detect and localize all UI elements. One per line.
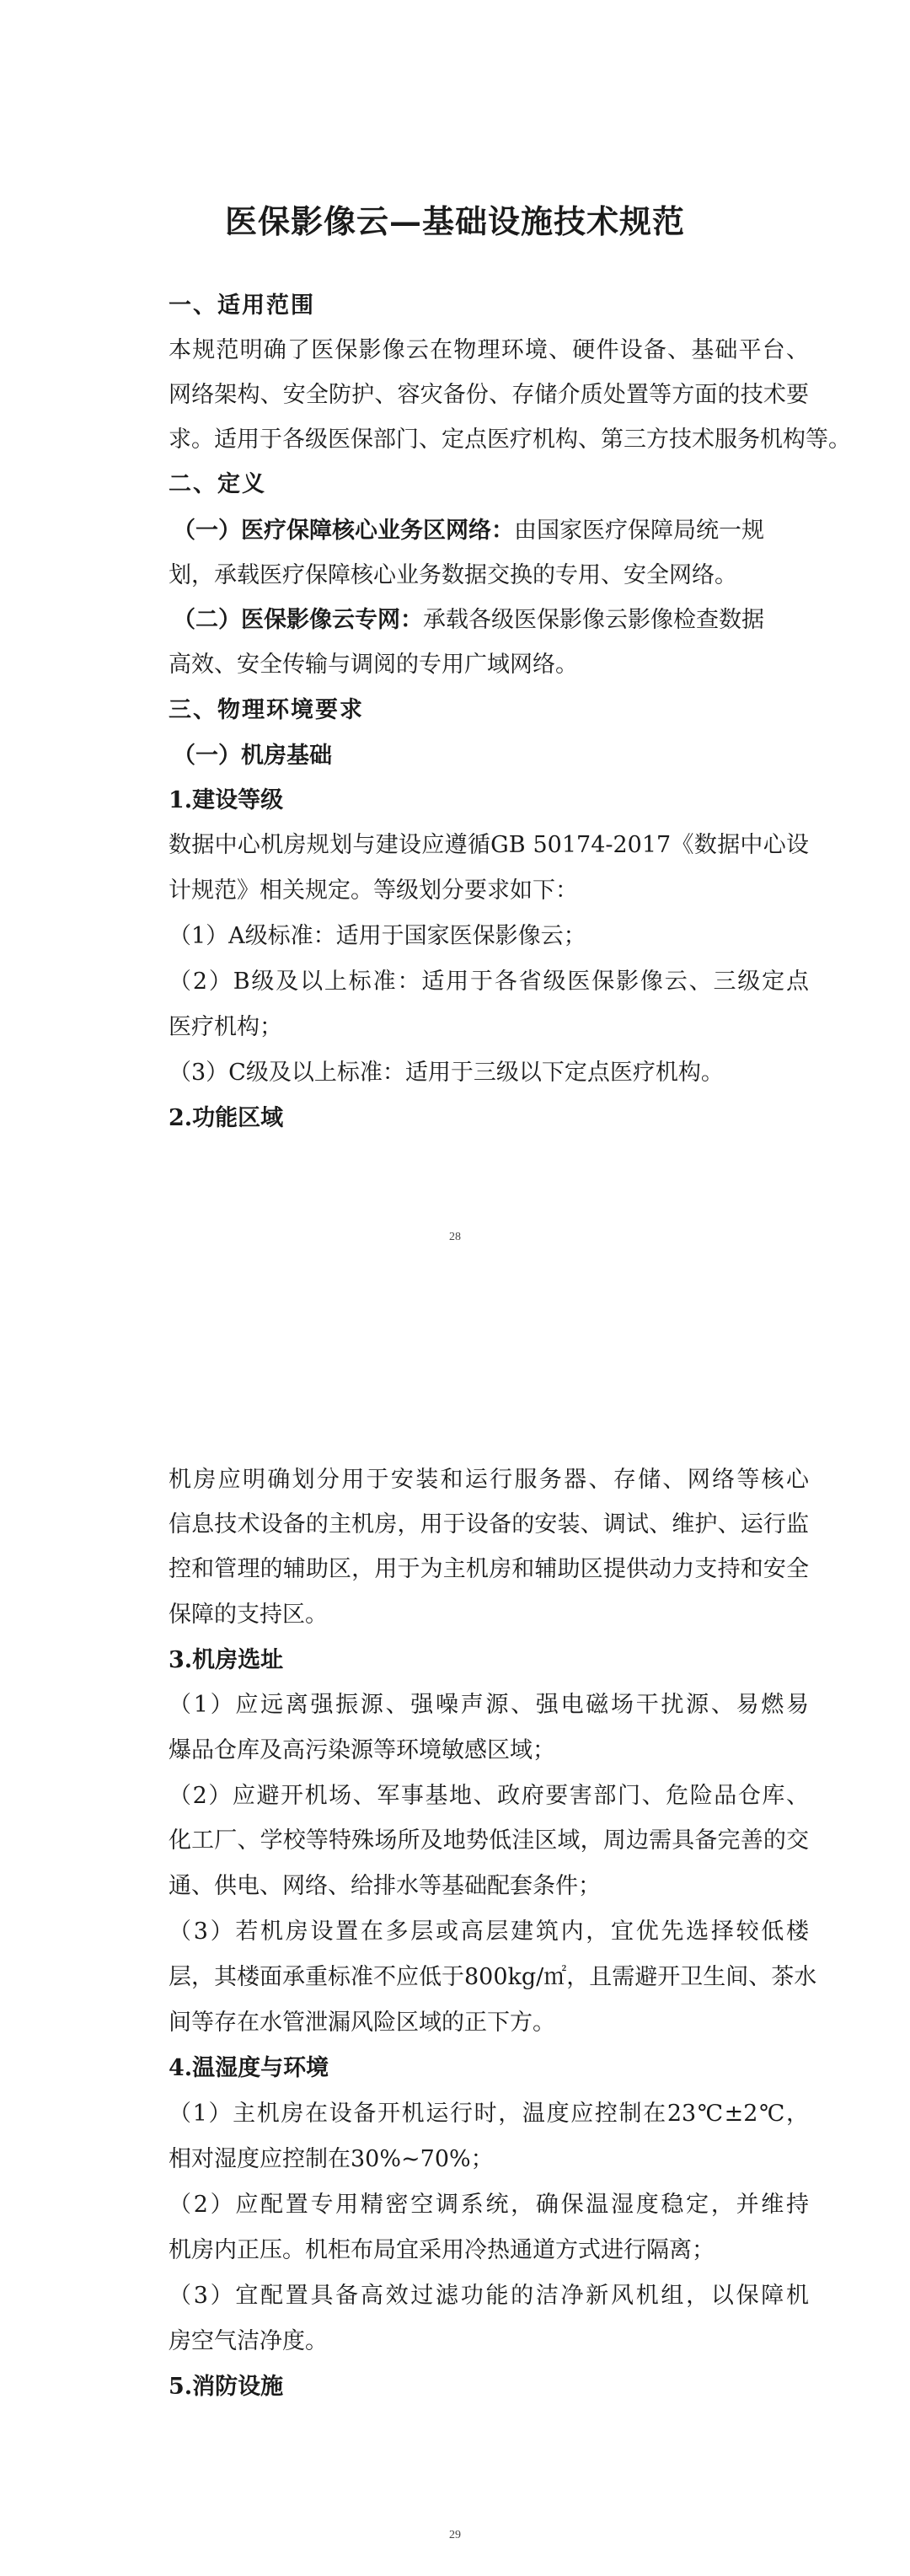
section-heading-physical: 三、物理环境要求 <box>169 697 364 723</box>
list-item: （2）应配置专用精密空调系统，确保温湿度稳定，并维持 <box>169 2192 809 2218</box>
paragraph-line: 层，其楼面承重标准不应低于800kg/㎡，且需避开卫生间、茶水 <box>169 1964 817 1990</box>
paragraph-line: 计规范》相关规定。等级划分要求如下： <box>169 877 578 904</box>
document-page-29 <box>0 1288 910 2576</box>
item-heading: 4.温湿度与环境 <box>169 2055 329 2081</box>
definition-term: （二）医保影像云专网： <box>173 607 423 633</box>
page-number: 29 <box>449 2529 461 2541</box>
document-title: 医保影像云—基础设施技术规范 <box>224 202 685 240</box>
paragraph-line: 控和管理的辅助区，用于为主机房和辅助区提供动力支持和安全 <box>169 1556 809 1582</box>
list-item: （3）C级及以上标准：适用于三级以下定点医疗机构。 <box>169 1060 724 1086</box>
subsection-heading: （一）机房基础 <box>173 743 332 769</box>
paragraph-line: 医疗机构； <box>169 1014 282 1040</box>
paragraph-line: 机房内正压。机柜布局宜采用冷热通道方式进行隔离； <box>169 2237 715 2263</box>
paragraph-line: 相对湿度应控制在30%~70%； <box>169 2146 494 2172</box>
paragraph-line: 信息技术设备的主机房，用于设备的安装、调试、维护、运行监 <box>169 1511 809 1538</box>
list-item: （1）A级标准：适用于国家医保影像云； <box>169 923 586 949</box>
definition-line <box>173 605 813 636</box>
paragraph-line: 网络架构、安全防护、容灾备份、存储介质处置等方面的技术要 <box>169 382 809 408</box>
paragraph-line: 机房应明确划分用于安装和运行服务器、存储、网络等核心 <box>169 1467 809 1493</box>
paragraph-line: 化工厂、学校等特殊场所及地势低洼区域，周边需具备完善的交 <box>169 1827 809 1854</box>
page-number: 28 <box>449 1231 461 1243</box>
paragraph-line: 通、供电、网络、给排水等基础配套条件； <box>169 1873 601 1899</box>
list-item: （3）宜配置具备高效过滤功能的洁净新风机组，以保障机 <box>169 2283 809 2309</box>
list-item: （1）主机房在设备开机运行时，温度应控制在23℃±2℃， <box>169 2101 809 2127</box>
paragraph-line: 保障的支持区。 <box>169 1602 328 1628</box>
list-item: （1）应远离强振源、强噪声源、强电磁场干扰源、易燃易 <box>169 1692 809 1718</box>
item-heading: 1.建设等级 <box>169 787 284 813</box>
definition-text: 由国家医疗保障局统一规 <box>514 518 764 544</box>
paragraph-line: 划，承载医疗保障核心业务数据交换的专用、安全网络。 <box>169 562 737 588</box>
paragraph-line: 求。适用于各级医保部门、定点医疗机构、第三方技术服务机构等。 <box>169 427 851 453</box>
paragraph-line: 本规范明确了医保影像云在物理环境、硬件设备、基础平台、 <box>169 337 809 363</box>
item-heading: 3.机房选址 <box>169 1647 284 1673</box>
list-item: （2）应避开机场、军事基地、政府要害部门、危险品仓库、 <box>169 1783 809 1809</box>
item-heading: 2.功能区域 <box>169 1105 284 1131</box>
definition-text: 承载各级医保影像云影像检查数据 <box>423 607 764 633</box>
list-item: （3）若机房设置在多层或高层建筑内，宜优先选择较低楼 <box>169 1919 809 1945</box>
item-heading: 5.消防设施 <box>169 2374 284 2400</box>
definition-line <box>173 516 813 546</box>
paragraph-line: 高效、安全传输与调阅的专用广域网络。 <box>169 652 578 678</box>
definition-term: （一）医疗保障核心业务区网络： <box>173 518 514 544</box>
paragraph-line: 爆品仓库及高污染源等环境敏感区域； <box>169 1737 555 1763</box>
paragraph-line: 房空气洁净度。 <box>169 2328 328 2354</box>
section-heading-definitions: 二、定义 <box>169 471 266 497</box>
section-heading-scope: 一、适用范围 <box>169 292 315 319</box>
list-item: （2）B级及以上标准：适用于各省级医保影像云、三级定点 <box>169 969 809 995</box>
paragraph-line: 间等存在水管泄漏风险区域的正下方。 <box>169 2010 555 2036</box>
paragraph-line: 数据中心机房规划与建设应遵循GB 50174-2017《数据中心设 <box>169 832 809 858</box>
